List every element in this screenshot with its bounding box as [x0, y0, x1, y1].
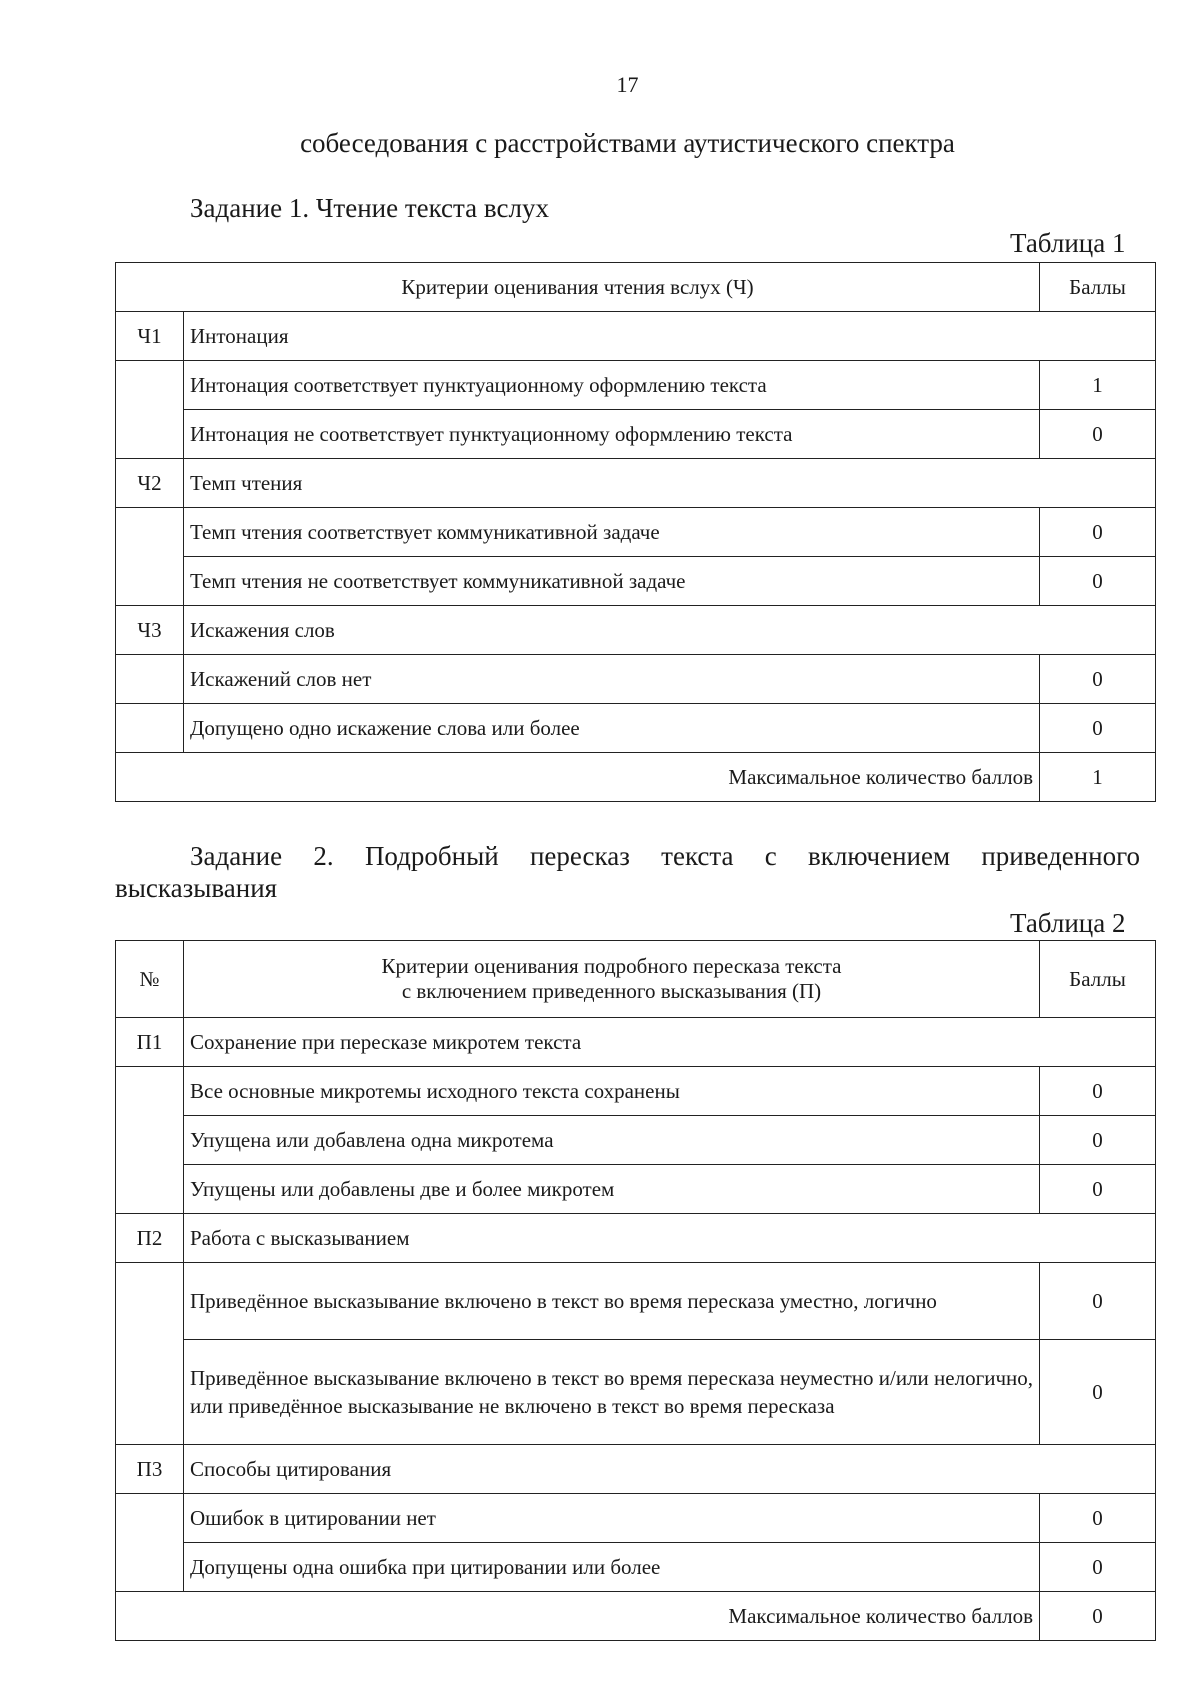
criterion-item-row: [116, 704, 1156, 753]
title-word: текста: [661, 841, 734, 871]
criterion-item-row: [116, 655, 1156, 704]
criterion-item-score: 0: [1040, 1165, 1156, 1214]
criterion-item-score: 0: [1040, 1263, 1156, 1340]
criterion-code: П3: [116, 1445, 184, 1494]
criterion-item-row: [116, 557, 1156, 606]
number-header: №: [116, 941, 184, 1018]
criterion-item-row: [116, 1340, 1156, 1445]
criterion-item-score: 0: [1040, 1494, 1156, 1543]
table2-caption: Таблица 2: [1010, 908, 1126, 938]
criterion-item-text: Темп чтения соответствует коммуникативной задаче: [184, 508, 1040, 557]
criterion-group-row: [116, 312, 1156, 361]
criterion-item-score: 0: [1040, 655, 1156, 704]
total-label: Максимальное количество баллов: [116, 1592, 1040, 1641]
empty-code-cell: [116, 704, 184, 753]
table2-retelling-criteria: [115, 940, 1156, 1641]
title-word: включением: [808, 841, 951, 871]
criteria-header-line2: с включением приведенного высказывания (П): [401, 979, 822, 1003]
criterion-item-score: 0: [1040, 1116, 1156, 1165]
criterion-item-score: 0: [1040, 1067, 1156, 1116]
total-row: [116, 753, 1156, 802]
criterion-item-row: [116, 1494, 1156, 1543]
criterion-item-score: 0: [1040, 508, 1156, 557]
total-score: 0: [1040, 1592, 1156, 1641]
criterion-item-text: Допущены одна ошибка при цитировании или более: [184, 1543, 1040, 1592]
criterion-group-row: [116, 1214, 1156, 1263]
criterion-item-score: 0: [1040, 704, 1156, 753]
criterion-item-score: 0: [1040, 557, 1156, 606]
criterion-title: Интонация: [184, 312, 1156, 361]
criterion-title: Сохранение при пересказе микротем текста: [184, 1018, 1156, 1067]
criterion-item-row: [116, 361, 1156, 410]
empty-code-cell: [116, 1067, 184, 1214]
criterion-group-row: [116, 459, 1156, 508]
empty-code-cell: [116, 508, 184, 606]
total-score: 1: [1040, 753, 1156, 802]
criterion-item-text: Приведённое высказывание включено в текст во время пересказа уместно, логично: [184, 1263, 1040, 1340]
criterion-code: Ч1: [116, 312, 184, 361]
table1-caption: Таблица 1: [1010, 228, 1126, 258]
criterion-code: П1: [116, 1018, 184, 1067]
title-word: Задание: [190, 841, 283, 871]
criterion-group-row: [116, 1445, 1156, 1494]
criterion-item-row: [116, 410, 1156, 459]
title-word: с: [764, 841, 777, 871]
empty-code-cell: [116, 361, 184, 459]
criterion-code: Ч3: [116, 606, 184, 655]
criterion-item-text: Упущена или добавлена одна микротема: [184, 1116, 1040, 1165]
task2-title: [115, 840, 1140, 904]
total-row: [116, 1592, 1156, 1641]
points-header: Баллы: [1040, 263, 1156, 312]
criterion-item-text: Интонация не соответствует пунктуационному оформлению текста: [184, 410, 1040, 459]
criterion-title: Искажения слов: [184, 606, 1156, 655]
criterion-item-row: [116, 508, 1156, 557]
title-word: пересказ: [529, 841, 630, 871]
criterion-code: П2: [116, 1214, 184, 1263]
criterion-item-text: Ошибок в цитировании нет: [184, 1494, 1040, 1543]
criterion-title: Темп чтения: [184, 459, 1156, 508]
task1-title: Задание 1. Чтение текста вслух: [190, 193, 549, 223]
empty-code-cell: [116, 1263, 184, 1445]
criterion-title: Работа с высказыванием: [184, 1214, 1156, 1263]
title-word: Подробный: [364, 841, 499, 871]
criterion-code: Ч2: [116, 459, 184, 508]
total-label: Максимальное количество баллов: [116, 753, 1040, 802]
table-header-row: [116, 263, 1156, 312]
criterion-item-text: Искажений слов нет: [184, 655, 1040, 704]
criterion-item-score: 1: [1040, 361, 1156, 410]
criterion-item-row: [116, 1543, 1156, 1592]
criterion-title: Способы цитирования: [184, 1445, 1156, 1494]
points-header: Баллы: [1040, 941, 1156, 1018]
criterion-item-row: [116, 1165, 1156, 1214]
criterion-item-text: Все основные микротемы исходного текста сохранены: [184, 1067, 1040, 1116]
title-word: 2.: [313, 841, 334, 871]
criterion-item-row: [116, 1067, 1156, 1116]
section-heading: собеседования с расстройствами аутистического спектра: [300, 128, 955, 158]
criterion-group-row: [116, 606, 1156, 655]
title-word: приведенного: [981, 841, 1140, 871]
criterion-item-text: Допущено одно искажение слова или более: [184, 704, 1040, 753]
empty-code-cell: [116, 655, 184, 704]
criterion-item-text: Упущены или добавлены две и более микротем: [184, 1165, 1040, 1214]
criterion-item-row: [116, 1263, 1156, 1340]
criteria-header-line1: Критерии оценивания подробного пересказа текста: [381, 954, 842, 978]
empty-code-cell: [116, 1494, 184, 1592]
criterion-item-score: 0: [1040, 1340, 1156, 1445]
table1-reading-criteria: [115, 262, 1156, 802]
table-header-row: [116, 941, 1156, 1018]
criteria-header: [184, 941, 1040, 1018]
criterion-item-score: 0: [1040, 410, 1156, 459]
page-number: 17: [616, 72, 639, 97]
criterion-item-text: Приведённое высказывание включено в текст во время пересказа неуместно и/или нелогично, или приведённое высказывание не включено в текст во время пересказа: [184, 1340, 1040, 1445]
criterion-item-text: Интонация соответствует пунктуационному оформлению текста: [184, 361, 1040, 410]
criterion-item-row: [116, 1116, 1156, 1165]
criteria-header: Критерии оценивания чтения вслух (Ч): [116, 263, 1040, 312]
criterion-item-score: 0: [1040, 1543, 1156, 1592]
criterion-item-text: Темп чтения не соответствует коммуникативной задаче: [184, 557, 1040, 606]
title-line2: высказывания: [115, 873, 278, 903]
criterion-group-row: [116, 1018, 1156, 1067]
